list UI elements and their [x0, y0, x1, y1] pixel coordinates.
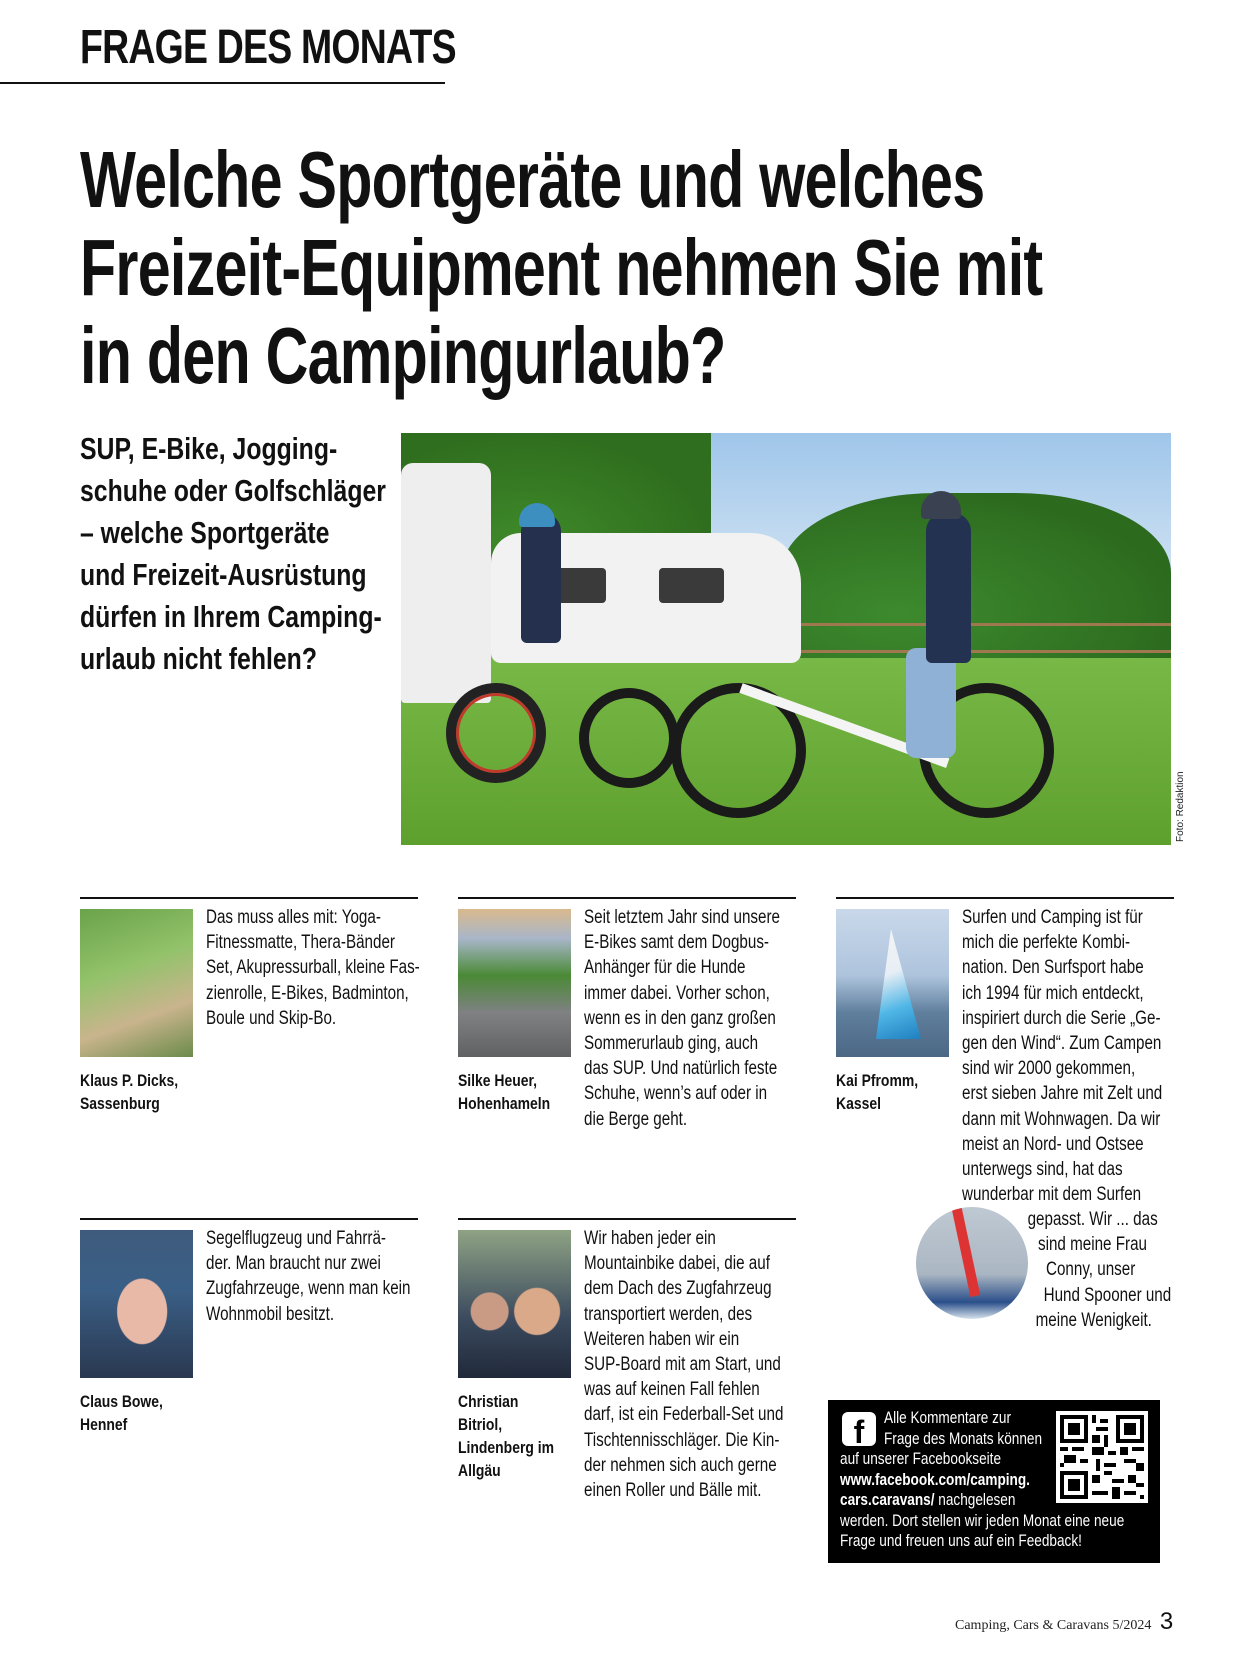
author-name: Kai Pfromm, Kassel — [836, 1071, 919, 1113]
headline-line: Freizeit-Equipment nehmen Sie mit — [80, 223, 1043, 312]
lead-line: dürfen in Ihrem Camping- — [80, 599, 382, 634]
answer-text: Segelflugzeug und Fahrrä- der. Man braucht nur zwei Zugfahrzeuge, wenn man kein Wohnmobil besitzt. — [206, 1228, 411, 1325]
magazine-issue: Camping, Cars & Caravans 5/2024 — [955, 1618, 1152, 1633]
card-rule — [458, 1218, 796, 1220]
facebook-icon: f — [842, 1412, 876, 1446]
photo-credit: Foto: Redaktion — [1175, 771, 1186, 842]
rider — [926, 513, 971, 663]
portrait-photo — [458, 1230, 571, 1378]
page-footer — [955, 1608, 1173, 1636]
headline — [80, 136, 1116, 400]
card-rule — [836, 897, 1174, 899]
fence — [801, 623, 1171, 653]
lead-line: urlaub nicht fehlen? — [80, 641, 317, 676]
lead-line: schuhe oder Golfschläger — [80, 473, 386, 508]
facebook-info-text: Alle Kommentare zur Frage des Monats können auf unserer Facebookseite www.facebook.com/camping. cars.caravans/ nachgelesen werden. Dort stellen wir jeden Monat eine neue Frage und freuen uns auf ein Feedback! — [840, 1408, 1125, 1550]
answer-text: Seit letztem Jahr sind unsere E-Bikes samt dem Dogbus- Anhänger für die Hunde immer dabei. Vorher schon, wenn es in den ganz großen Sommerurlaub ging, auch das SUP. Und natürlich feste Schuhe, wenn’s auf oder in die Berge geht. — [584, 907, 781, 1130]
qr-code-icon[interactable] — [1056, 1411, 1148, 1503]
portrait-photo — [80, 909, 193, 1057]
windsurf-mast — [952, 1207, 980, 1297]
lead-line: – welche Sportgeräte — [80, 515, 330, 550]
author-name: Claus Bowe, Hennef — [80, 1392, 163, 1434]
answer-text: Das muss alles mit: Yoga- Fitnessmatte, Thera-Bänder Set, Akupressurball, kleine Fas- zienrolle, E-Bikes, Badminton, Boule und Skip-Bo. — [206, 907, 420, 1029]
portrait-photo — [458, 909, 571, 1057]
lead-paragraph — [80, 428, 384, 680]
caravan-window — [659, 568, 724, 603]
circle-windsurf-photo — [916, 1207, 1028, 1319]
answer-text: Surfen und Camping ist für mich die perfekte Kombi- nation. Den Surfsport habe ich 1994 für mich entdeckt, inspiriert durch die Serie „Ge- gen den Wind“. Zum Campen sind wir 2000 gekommen, erst sieben Jahre mit Zelt und dann mit Wohnwagen. Da wir meist an Nord- und Ostsee unterwegs sind, hat das wunderbar mit dem Surfen — [962, 907, 1163, 1206]
card-rule — [80, 897, 418, 899]
author-name: Christian Bitriol, Lindenberg im Allgäu — [458, 1392, 555, 1480]
author-name: Klaus P. Dicks, Sassenburg — [80, 1071, 179, 1113]
card-rule — [458, 897, 796, 899]
rider — [906, 648, 956, 758]
answer-text-wrap: gepasst. Wir ... das sind meine Frau Conny, unser Hund Spooner und meine Wenigkeit. — [1027, 1209, 1172, 1331]
section-kicker: FRAGE DES MONATS — [80, 21, 456, 74]
kicker-rule — [0, 82, 445, 84]
lead-line: und Freizeit-Ausrüstung — [80, 557, 367, 592]
portrait-photo — [836, 909, 949, 1057]
answer-text: Wir haben jeder ein Mountainbike dabei, die auf dem Dach des Zugfahrzeug transportiert werden, des Weiteren haben wir ein SUP-Board mit am Start, und was auf keinen Fall fehlen darf, ist ein Federball-Set und Tischtennisschläger. Die Kin- der nehmen sich auch gerne einen Roller und Bälle mit. — [584, 1228, 784, 1502]
author-name: Silke Heuer, Hohenhameln — [458, 1071, 551, 1113]
headline-line: Welche Sportgeräte und welches — [80, 135, 985, 224]
rider — [521, 513, 561, 643]
lead-line: SUP, E-Bike, Jogging- — [80, 431, 338, 466]
caravan — [401, 463, 491, 703]
portrait-photo — [80, 1230, 193, 1378]
page-number: 3 — [1159, 1608, 1174, 1635]
hero-photo — [401, 433, 1171, 845]
card-rule — [80, 1218, 418, 1220]
bike-wheel — [446, 683, 546, 783]
facebook-url-link[interactable]: www.facebook.com/camping. — [840, 1469, 1030, 1489]
headline-line: in den Campingurlaub? — [80, 311, 726, 400]
bike-wheel — [579, 688, 679, 788]
facebook-info-box — [828, 1400, 1160, 1563]
windsurf-sail — [871, 929, 921, 1039]
facebook-url-link[interactable]: cars.caravans/ — [840, 1490, 935, 1509]
